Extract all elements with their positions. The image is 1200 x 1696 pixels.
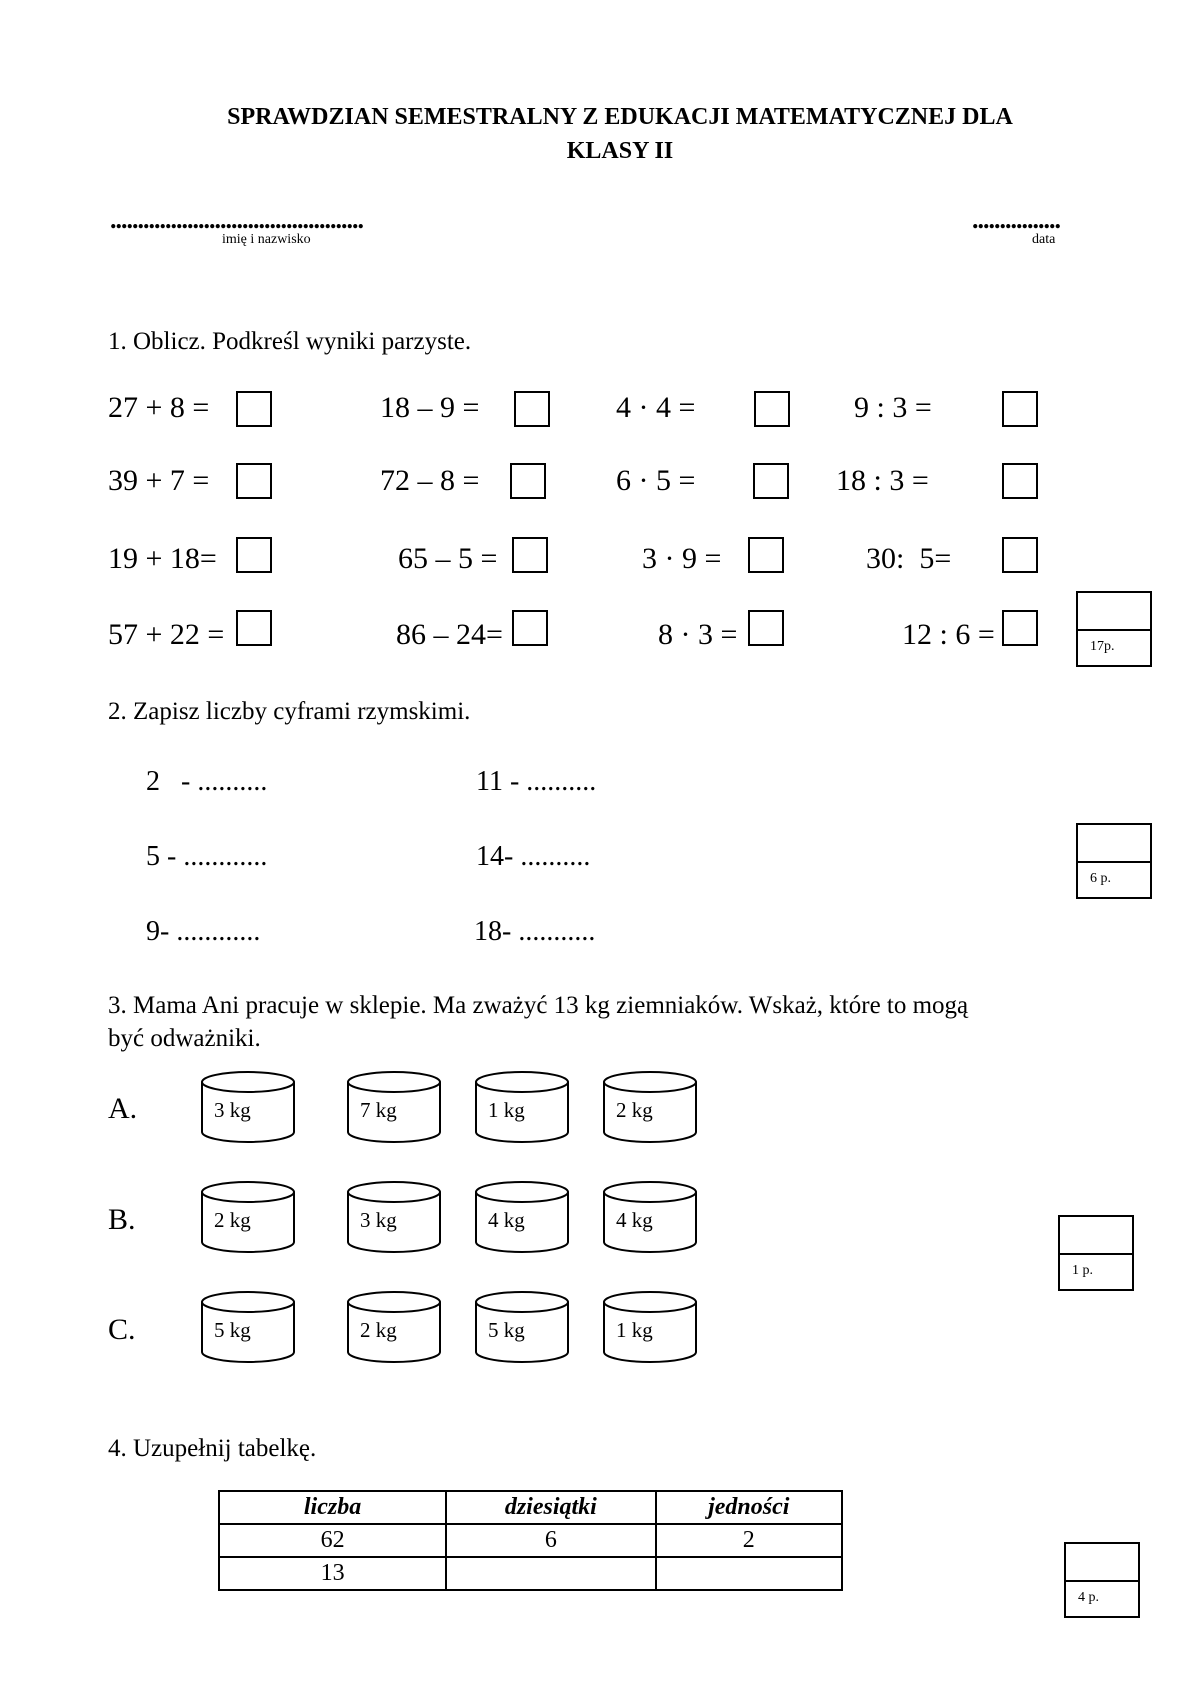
name-field[interactable]: ..............................................	[110, 205, 363, 234]
task1-instruction: 1. Oblicz. Podkreśl wyniki parzyste.	[108, 328, 472, 355]
date-field[interactable]: ................	[972, 205, 1060, 234]
answer-box[interactable]	[236, 391, 272, 427]
weight-cylinder[interactable]	[200, 1070, 296, 1144]
answer-box[interactable]	[748, 610, 784, 646]
answer-box[interactable]	[754, 391, 790, 427]
equation: 6 · 5 =	[616, 464, 696, 497]
equation: 12 : 6 =	[902, 618, 995, 651]
name-label: imię i nazwisko	[222, 232, 311, 247]
equation: 27 + 8 =	[108, 391, 210, 424]
task3-instruction-line2: być odważniki.	[108, 1025, 261, 1052]
answer-box[interactable]	[748, 537, 784, 573]
task2-instruction: 2. Zapisz liczby cyframi rzymskimi.	[108, 698, 471, 725]
equation: 3 · 9 =	[642, 542, 722, 575]
answer-box[interactable]	[1002, 537, 1038, 573]
equation: 57 + 22 =	[108, 618, 225, 651]
equation: 19 + 18=	[108, 542, 217, 575]
weight-cylinder[interactable]	[346, 1180, 442, 1254]
task3-instruction-line1: 3. Mama Ani pracuje w sklepie. Ma zważyć 13 kg ziemniaków. Wskaż, które to mogą	[108, 992, 969, 1019]
answer-box[interactable]	[236, 463, 272, 499]
table-cell: 2	[656, 1524, 842, 1557]
score-divider	[1066, 1580, 1138, 1582]
equation: 30: 5=	[866, 542, 952, 575]
answer-box[interactable]	[510, 463, 546, 499]
roman-item[interactable]: 5 - ............	[146, 841, 268, 872]
option-letter: A.	[108, 1092, 138, 1125]
roman-item[interactable]: 9- ............	[146, 916, 261, 947]
weight-label: 5 kg	[214, 1318, 251, 1342]
weight-cylinder[interactable]	[602, 1070, 698, 1144]
weight-cylinder[interactable]	[346, 1070, 442, 1144]
table-row	[219, 1557, 842, 1590]
score-box-task1[interactable]	[1076, 591, 1152, 667]
score-label: 17p.	[1090, 639, 1115, 654]
roman-item[interactable]: 11 - ..........	[476, 766, 597, 797]
answer-box[interactable]	[1002, 463, 1038, 499]
table-header-row	[219, 1491, 842, 1524]
column-header: dziesiątki	[446, 1491, 655, 1524]
weight-cylinder[interactable]	[602, 1290, 698, 1364]
roman-item[interactable]: 18- ...........	[474, 916, 596, 947]
weight-cylinder[interactable]	[474, 1180, 570, 1254]
answer-box[interactable]	[1002, 610, 1038, 646]
score-box-task3[interactable]	[1058, 1215, 1134, 1291]
answer-box[interactable]	[514, 391, 550, 427]
option-letter: C.	[108, 1313, 136, 1346]
table-cell: 6	[446, 1524, 655, 1557]
equation: 39 + 7 =	[108, 464, 210, 497]
equation: 4 · 4 =	[616, 391, 696, 424]
answer-box[interactable]	[512, 610, 548, 646]
score-label: 6 p.	[1090, 871, 1111, 886]
roman-item[interactable]: 2 - ..........	[146, 766, 268, 797]
equation: 18 – 9 =	[380, 391, 480, 424]
score-divider	[1078, 861, 1150, 863]
weight-cylinder[interactable]	[346, 1290, 442, 1364]
weight-label: 4 kg	[616, 1208, 653, 1232]
title-line-2: KLASY II	[566, 138, 674, 164]
weight-cylinder[interactable]	[602, 1180, 698, 1254]
weight-cylinder[interactable]	[200, 1290, 296, 1364]
weight-label: 7 kg	[360, 1098, 397, 1122]
table-cell-answer[interactable]	[656, 1557, 842, 1590]
weight-label: 3 kg	[214, 1098, 251, 1122]
weight-label: 4 kg	[488, 1208, 525, 1232]
answer-box[interactable]	[236, 537, 272, 573]
weight-label: 2 kg	[360, 1318, 397, 1342]
weight-cylinder[interactable]	[474, 1070, 570, 1144]
weight-label: 5 kg	[488, 1318, 525, 1342]
title-line-1: SPRAWDZIAN SEMESTRALNY Z EDUKACJI MATEMATYCZNEJ DLA	[227, 104, 1013, 130]
score-box-task2[interactable]	[1076, 823, 1152, 899]
equation: 18 : 3 =	[836, 464, 929, 497]
column-header: jedności	[656, 1491, 842, 1524]
equation: 86 – 24=	[396, 618, 503, 651]
equation: 72 – 8 =	[380, 464, 480, 497]
score-divider	[1060, 1253, 1132, 1255]
weight-label: 2 kg	[616, 1098, 653, 1122]
equation: 9 : 3 =	[854, 391, 932, 424]
page-title	[0, 100, 1200, 168]
score-label: 1 p.	[1072, 1263, 1093, 1278]
score-box-task4[interactable]	[1064, 1542, 1140, 1618]
weight-cylinder[interactable]	[200, 1180, 296, 1254]
score-label: 4 p.	[1078, 1590, 1099, 1605]
equation: 8 · 3 =	[658, 618, 738, 651]
table-cell-answer[interactable]	[446, 1557, 655, 1590]
answer-box[interactable]	[1002, 391, 1038, 427]
table-cell: 13	[219, 1557, 446, 1590]
score-divider	[1078, 629, 1150, 631]
answer-box[interactable]	[753, 463, 789, 499]
task3-instruction	[108, 989, 968, 1055]
date-label: data	[1032, 232, 1056, 247]
weight-label: 1 kg	[488, 1098, 525, 1122]
table-cell: 62	[219, 1524, 446, 1557]
answer-box[interactable]	[512, 537, 548, 573]
option-letter: B.	[108, 1203, 136, 1236]
roman-item[interactable]: 14- ..........	[476, 841, 591, 872]
table-row	[219, 1524, 842, 1557]
task4-instruction: 4. Uzupełnij tabelkę.	[108, 1435, 317, 1462]
weight-label: 3 kg	[360, 1208, 397, 1232]
place-value-table	[218, 1490, 843, 1591]
equation: 65 – 5 =	[398, 542, 498, 575]
answer-box[interactable]	[236, 610, 272, 646]
weight-cylinder[interactable]	[474, 1290, 570, 1364]
weight-label: 2 kg	[214, 1208, 251, 1232]
weight-label: 1 kg	[616, 1318, 653, 1342]
column-header: liczba	[219, 1491, 446, 1524]
